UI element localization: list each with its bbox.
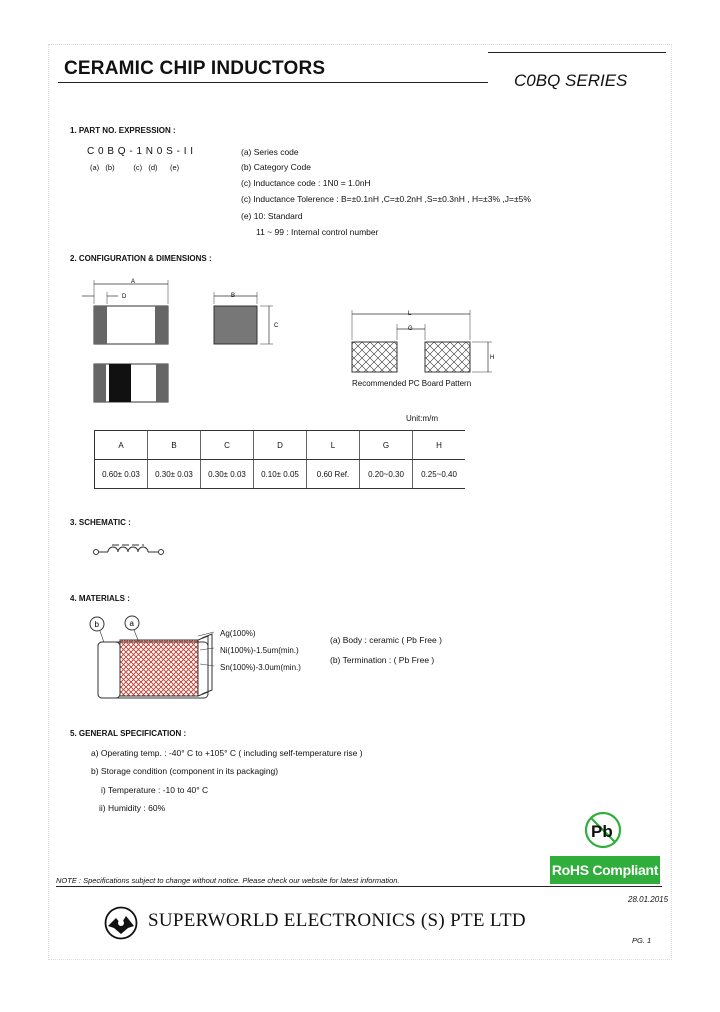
pcb-pattern: [352, 310, 494, 372]
material-termination: (b) Termination : ( Pb Free ): [330, 655, 435, 665]
table-header-row: [95, 431, 466, 460]
svg-text:C: C: [274, 323, 279, 329]
materials-heading: 4. MATERIALS :: [70, 594, 130, 603]
unit-label: Unit:m/m: [406, 414, 438, 423]
footer-note: NOTE : Specifications subject to change without notice. Please check our website for latest information.: [56, 876, 400, 885]
spec-line: i) Temperature : -10 to 40° C: [101, 785, 209, 795]
table-header-cell: C: [201, 431, 254, 460]
spec-line: ii) Humidity : 60%: [99, 803, 166, 813]
svg-text:G: G: [408, 326, 413, 332]
chip-top-view: [82, 279, 168, 344]
company-name: SUPERWORLD ELECTRONICS (S) PTE LTD: [148, 910, 526, 931]
dimension-table: [94, 430, 465, 489]
rohs-badge: RoHS Compliant: [550, 856, 660, 884]
table-header-cell: L: [307, 431, 360, 460]
part-line: (c) Inductance Tolerence : B=±0.1nH ,C=±0.2nH ,S=±0.3nH , H=±3% ,J=±5%: [241, 194, 531, 204]
part-line: (c) Inductance code : 1N0 = 1.0nH: [241, 178, 371, 188]
spec-line: b) Storage condition (component in its packaging): [91, 766, 279, 776]
title-rule-right: [488, 52, 666, 53]
page-number: PG. 1: [632, 936, 652, 945]
table-cell: 0.20~0.30: [360, 460, 413, 489]
part-line: 11 ~ 99 : Internal control number: [256, 227, 379, 237]
part-no-heading: 1. PART NO. EXPRESSION :: [70, 126, 176, 135]
table-header-cell: H: [413, 431, 466, 460]
part-code: C 0 B Q - 1 N 0 S - I I: [87, 146, 194, 157]
table-header-cell: B: [148, 431, 201, 460]
part-line: (b) Category Code: [241, 162, 311, 172]
table-cell: 0.30± 0.03: [201, 460, 254, 489]
part-line: (a) Series code: [241, 147, 299, 157]
svg-text:D: D: [122, 294, 127, 300]
footer-rule: [56, 886, 662, 887]
table-cell: 0.60± 0.03: [95, 460, 148, 489]
pb-free-icon: [583, 810, 623, 850]
svg-text:a: a: [129, 619, 134, 628]
series-name: C0BQ SERIES: [514, 71, 628, 90]
dimension-drawings: [78, 274, 498, 414]
part-line: (e) 10: Standard: [241, 211, 303, 221]
svg-text:A: A: [131, 279, 136, 285]
part-code-labels: (a) (b) (c) (d) (e): [90, 163, 180, 172]
table-header-cell: D: [254, 431, 307, 460]
spec-line: a) Operating temp. : -40° C to +105° C ( including self-temperature rise ): [91, 748, 363, 758]
table-header-cell: G: [360, 431, 413, 460]
inductor-schematic: [92, 542, 168, 560]
table-cell: 0.10± 0.05: [254, 460, 307, 489]
chip-end-view: [214, 292, 279, 344]
chip-bottom-view: [94, 364, 168, 402]
material-body: (a) Body : ceramic ( Pb Free ): [330, 635, 442, 645]
table-cell: 0.60 Ref.: [307, 460, 360, 489]
layer-label: Ag(100%): [220, 629, 256, 638]
svg-text:L: L: [408, 311, 412, 317]
layer-label: Sn(100%)-3.0um(min.): [220, 663, 301, 672]
svg-text:B: B: [231, 293, 236, 299]
pcb-caption: Recommended PC Board Pattern: [352, 379, 472, 388]
page-title: CERAMIC CHIP INDUCTORS: [64, 58, 326, 79]
general-heading: 5. GENERAL SPECIFICATION :: [70, 729, 187, 738]
table-cell: 0.30± 0.03: [148, 460, 201, 489]
table-cell: 0.25~0.40: [413, 460, 466, 489]
config-heading: 2. CONFIGURATION & DIMENSIONS :: [70, 254, 212, 263]
schematic-heading: 3. SCHEMATIC :: [70, 518, 131, 527]
layer-leaders: [196, 630, 216, 670]
svg-text:H: H: [490, 355, 495, 361]
svg-text:Pb: Pb: [591, 822, 613, 841]
company-logo-icon: [104, 906, 138, 940]
table-header-cell: A: [95, 431, 148, 460]
title-rule: [58, 82, 488, 83]
layer-label: Ni(100%)-1.5um(min.): [220, 646, 299, 655]
table-row: [95, 460, 466, 489]
footer-date: 28.01.2015: [628, 895, 669, 904]
svg-text:b: b: [94, 620, 99, 629]
